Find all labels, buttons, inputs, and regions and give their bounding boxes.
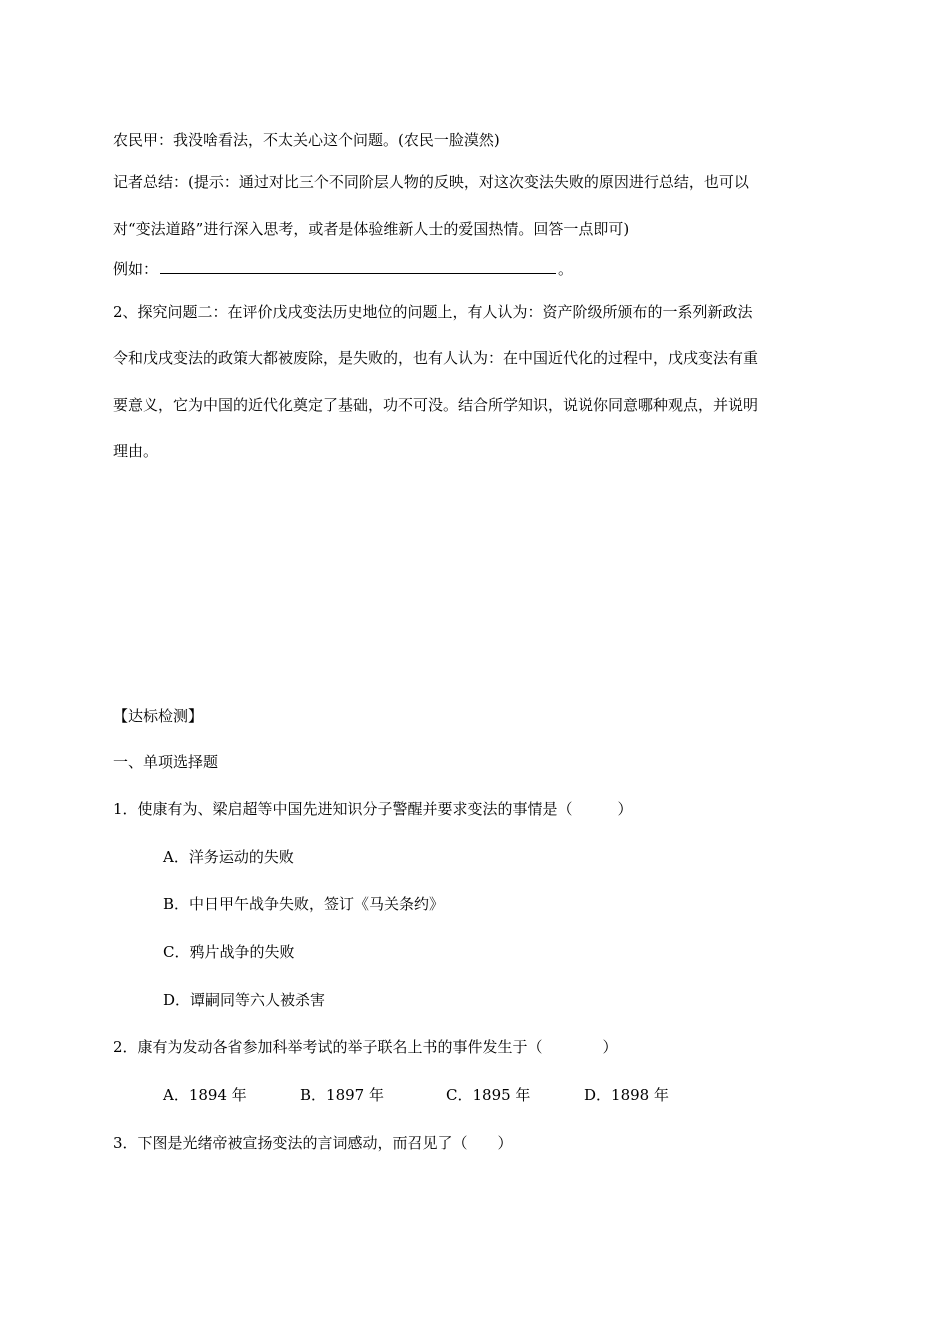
question-3-stem: 3．下图是光绪帝被宣扬变法的言词感动，而召见了（ ）	[113, 1134, 513, 1152]
section-title: 一、单项选择题	[113, 753, 219, 771]
reporter-summary-line-1: 记者总结：(提示：通过对比三个不同阶层人物的反映，对这次变法失败的原因进行总结，也可以	[113, 173, 749, 191]
question-2-option-d[interactable]: D．1898 年	[584, 1086, 669, 1104]
question-1-option-c[interactable]: C．鸦片战争的失败	[163, 943, 295, 961]
question-two-line-1: 2、探究问题二：在评价戊戌变法历史地位的问题上，有人认为：资产阶级所颁布的一系列新政法	[113, 303, 753, 321]
question-two-line-2: 令和戊戌变法的政策大都被废除，是失败的，也有人认为：在中国近代化的过程中，戊戌变法有重	[113, 349, 759, 367]
question-2-stem: 2．康有为发动各省参加科举考试的举子联名上书的事件发生于（ ）	[113, 1038, 618, 1056]
question-2-option-b[interactable]: B．1897 年	[300, 1086, 384, 1104]
test-heading: 【达标检测】	[113, 707, 204, 725]
question-two-line-3: 要意义，它为中国的近代化奠定了基础，功不可没。结合所学知识，说说你同意哪种观点，并说明	[113, 396, 759, 414]
question-1-option-a[interactable]: A．洋务运动的失败	[163, 848, 294, 866]
reporter-summary-line-2: 对“变法道路”进行深入思考，或者是体验维新人士的爱国热情。回答一点即可)	[113, 220, 630, 238]
example-label: 例如：	[113, 260, 159, 278]
farmer-response: 农民甲：我没啥看法，不太关心这个问题。(农民一脸漠然)	[113, 131, 500, 149]
answer-blank[interactable]	[160, 258, 556, 274]
example-line	[113, 258, 573, 279]
question-1-stem: 1．使康有为、梁启超等中国先进知识分子警醒并要求变法的事情是（ ）	[113, 800, 633, 818]
question-1-option-d[interactable]: D．谭嗣同等六人被杀害	[163, 991, 326, 1009]
question-2-option-a[interactable]: A．1894 年	[163, 1086, 247, 1104]
question-2-option-c[interactable]: C．1895 年	[446, 1086, 531, 1104]
example-end: 。	[558, 260, 574, 278]
question-1-option-b[interactable]: B．中日甲午战争失败，签订《马关条约》	[163, 895, 445, 913]
question-two-line-4: 理由。	[113, 442, 159, 460]
